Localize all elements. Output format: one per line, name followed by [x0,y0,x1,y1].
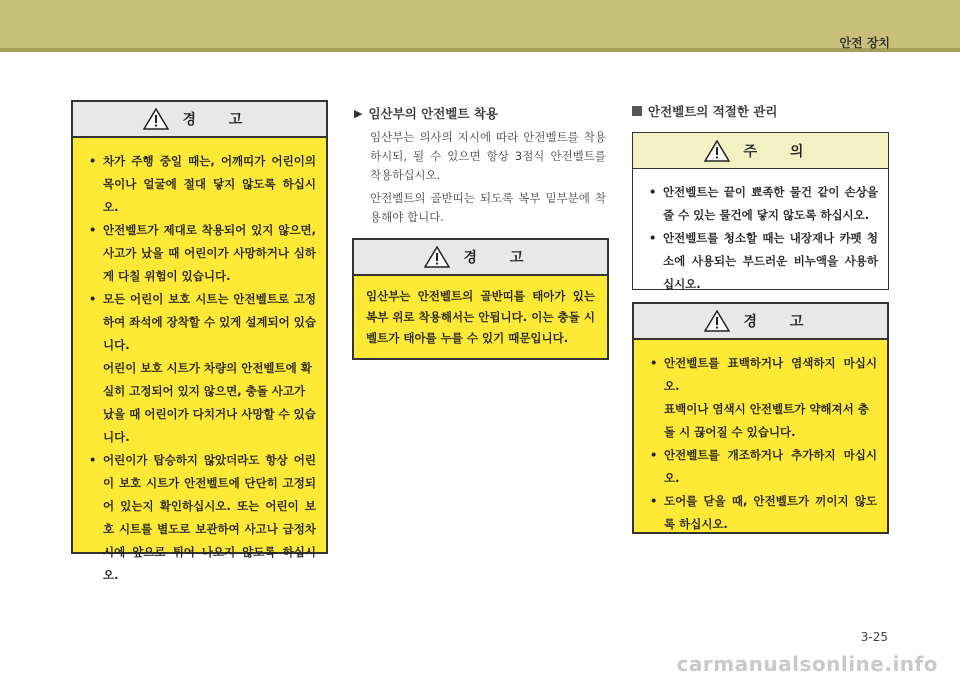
warning-triangle-icon [704,310,730,332]
list-item: • 안전벨트가 제대로 착용되어 있지 않으면, 사고가 났을 때 어린이가 사망하거나 심하게 다칠 위험이 있습니다. [87,219,316,288]
list-item: • 어린이가 탑승하지 않았더라도 항상 어린이 보호 시트가 안전벨트에 단단히 고정되어 있는지 확인하십시오. 또는 어린이 보호 시트를 별도로 보관하여 사고나 급정차 시에 앞으로 튀어 나오지 않도록 하십시오. [87,449,316,587]
seatbelt-care-heading [632,102,777,120]
list-item: • 안전벨트를 개조하거나 추가하지 마십시오. [648,444,877,490]
left-warning-box [71,100,328,582]
warning-text: 임산부는 안전벨트의 골반띠를 태아가 있는 복부 위로 착용해서는 안됩니다. 이는 충돌 시 벨트가 태아를 누를 수 있기 때문입니다. [366,289,595,345]
right-caution-header [633,133,888,169]
warning-triangle-icon [424,246,450,268]
left-warning-list [87,150,316,357]
list-item: • 차가 주행 중일 때는, 어깨띠가 어린이의 목이나 얼굴에 절대 닿지 않도록 하십시오. [87,150,316,219]
section-title: 안전 장치 [839,36,890,50]
middle-warning-body [354,276,607,359]
right-caution-list [647,181,878,296]
right-caution-box [632,132,889,290]
list-item-note: 어린이 보호 시트가 차량의 안전벨트에 확실히 고정되어 있지 않으면, 충돌 사고가 났을 때 어린이가 다치거나 사망할 수 있습니다. [103,361,316,444]
left-warning-body [73,138,326,597]
right-caution-body [633,169,888,306]
pregnant-seatbelt-heading [354,104,498,122]
list-item-note: 표백이나 염색시 안전벨트가 약해져서 충돌 시 끊어질 수 있습니다. [664,402,869,439]
heading-text: 안전벨트의 적절한 관리 [648,104,778,119]
caution-triangle-icon [704,140,730,162]
right-warning-list [648,352,877,398]
warning-title: 경 고 [463,250,538,266]
warning-title: 경 고 [743,314,818,330]
warning-triangle-icon [143,108,169,130]
right-warning-header [634,304,887,340]
header-bar [0,0,960,52]
square-bullet-icon [632,106,642,116]
list-item: • 안전벨트를 청소할 때는 내장재나 카펫 청소에 사용되는 부드러운 비누액을 사용하십시오. [647,227,878,296]
paragraph: 임산부는 의사의 지시에 따라 안전벨트를 착용하시되, 될 수 있으면 항상 3점식 안전벨트를 착용하십시오. [370,130,606,182]
list-item: • 모든 어린이 보호 시트는 안전벨트로 고정하여 좌석에 장착할 수 있게 설계되어 있습니다. [87,288,316,357]
watermark: carmanualsonline.info [676,652,938,676]
list-item: • 도어를 닫을 때, 안전벨트가 끼이지 않도록 하십시오. [648,490,877,536]
middle-warning-header [354,240,607,276]
right-warning-body [634,340,887,546]
list-item: • 안전벨트를 표백하거나 염색하지 마십시오. [648,352,877,398]
middle-warning-box [352,238,609,360]
right-warning-box [632,302,889,534]
left-warning-list-cont [87,449,316,587]
heading-text: 임산부의 안전벨트 착용 [368,106,498,121]
list-item: • 안전벨트는 끝이 뾰족한 물건 같이 손상을 줄 수 있는 물건에 닿지 않도록 하십시오. [647,181,878,227]
warning-title: 경 고 [182,112,257,128]
right-warning-list-cont [648,444,877,536]
header-accent-line [0,48,960,52]
caution-title: 주 의 [743,143,818,160]
left-warning-header [73,102,326,138]
paragraph: 안전벨트의 골반띠는 되도록 복부 밑부분에 착용해야 합니다. [370,191,606,224]
page-number: 3-25 [860,630,888,644]
play-arrow-icon: ▶ [354,106,363,120]
